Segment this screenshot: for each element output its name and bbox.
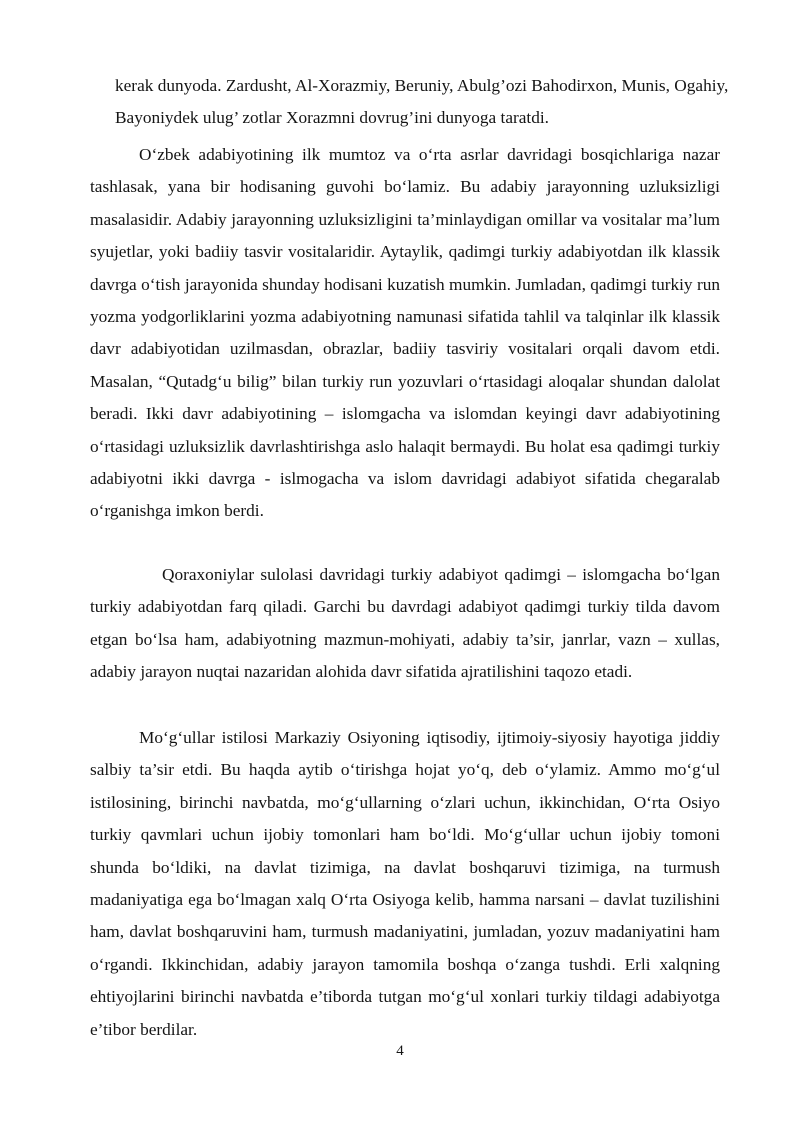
paragraph-literary-continuity: O‘zbek adabiyotining ilk mumtoz va o‘rta asrlar davridagi bosqichlariga nazar tashlasak, yana bir hodisaning guvohi bo‘lamiz. Bu adabiy jarayonning uzluksizligi masalasidir. Adabiy jarayonning uzluksizligini ta’minlaydigan omillar va vositalar ma’lum syujetlar, yoki badiiy tasvir vositalaridir. Aytaylik, qadimgi turkiy adabiyotdan ilk klassik davrga o‘tish jarayonida shunday hodisani kuzatish mumkin. Jumladan, qadimgi turkiy run yozma yodgorliklarini yozma adabiyotning namunasi sifatida tahlil va talqinlar ilk klassik davr adabiyotidan uzilmasdan, obrazlar, badiiy tasviriy vositalari orqali davom etdi. Masalan, “Qutadg‘u bilig” bilan turkiy run yozuvlari o‘rtasidagi aloqalar shundan dalolat beradi. Ikki davr adabiyotining – islomgacha va islomdan keyingi davr adabiyotining o‘rtasidagi uzluksizlik davrlashtirishga aslo halaqit bermaydi. Bu holat esa qadimgi turkiy adabiyotni ikki davrga - islmogacha va islom davridagi adabiyot sifatida chegaralab o‘rganishga imkon berdi. — [90, 145, 720, 521]
paragraph-continuation: kerak dunyoda. Zardusht, Al-Xorazmiy, Beruniy, Abulg’ozi Bahodirxon, Munis, Ogahiy, Bayoniydek ulug’ zotlar Xorazmni dovrug’ini dunyoga taratdi. — [115, 76, 729, 128]
page-number: 4 — [396, 1043, 404, 1059]
paragraph-karakhanid-literature: Qoraxoniylar sulolasi davridagi turkiy adabiyot qadimgi – islomgacha bo‘lgan turkiy adabiyotdan farq qiladi. Garchi bu davrdagi adabiyot qadimgi turkiy tilda davom etgan bo‘lsa ham, adabiyotning mazmun-mohiyati, adabiy ta’sir, janrlar, vazn – xullas, adabiy jarayon nuqtai nazaridan alohida davr sifatida ajratilishini taqozo etadi. — [90, 565, 720, 682]
paragraph-mongol-invasion: Mo‘g‘ullar istilosi Markaziy Osiyoning iqtisodiy, ijtimoiy-siyosiy hayotiga jiddiy salbiy ta’sir etdi. Bu haqda aytib o‘tirishga hojat yo‘q, deb o‘ylamiz. Ammo mo‘g‘ul istilosining, birinchi navbatda, mo‘g‘ullarning o‘zlari uchun, ikkinchidan, O‘rta Osiyo turkiy qavmlari uchun ijobiy tomonlari ham bo‘ldi. Mo‘g‘ullar uchun ijobiy tomoni shunda bo‘ldiki, na davlat tizimiga, na davlat boshqaruvi tizimiga, na turmush madaniyatiga ega bo‘lmagan xalq O‘rta Osiyoga kelib, hamma narsani – davlat tuzilishini ham, davlat boshqaruvini ham, turmush madaniyatini, jumladan, yozuv madaniyatini ham o‘rgandi. Ikkinchidan, adabiy jarayon tamomila boshqa o‘zanga tushdi. Erli xalqning ehtiyojlarini birinchi navbatda e’tiborda tutgan mo‘g‘ul xonlari turkiy tildagi adabiyotga e’tibor berdilar. — [90, 728, 720, 1039]
